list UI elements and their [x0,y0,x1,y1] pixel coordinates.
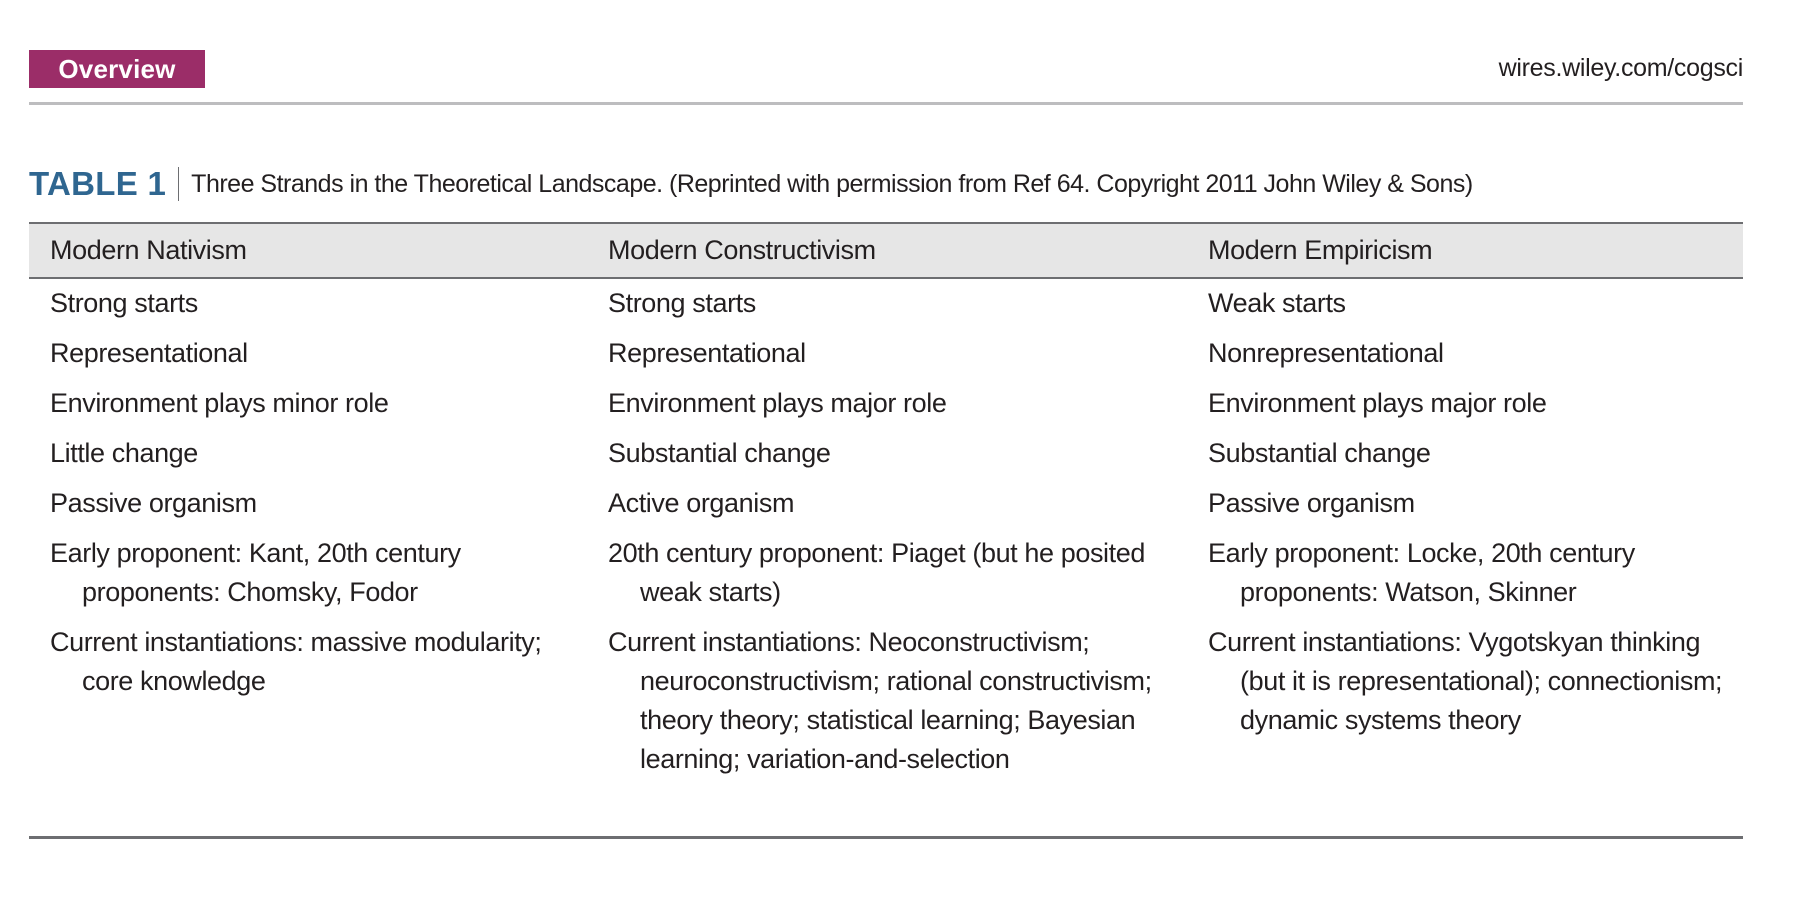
table-cell: Environment plays minor role [50,388,389,418]
table-caption [29,164,1473,204]
column-header: Modern Nativism [50,235,247,265]
table-caption-text: Three Strands in the Theoretical Landscape. (Reprinted with permission from Ref 64. Copyright 2011 John Wiley & Sons) [191,169,1473,198]
table-cell: Current instantiations: massive modularity; core knowledge [50,627,542,696]
table-cell: Strong starts [50,288,198,318]
table-cell: Little change [50,438,198,468]
table-cell: Passive organism [1208,488,1415,518]
caption-separator [178,167,179,201]
table-cell: 20th century proponent: Piaget (but he posited weak starts) [608,538,1145,607]
table-cell: Strong starts [608,288,756,318]
table-cell: Nonrepresentational [1208,338,1444,368]
header-divider [29,102,1743,105]
table-cell: Substantial change [1208,438,1431,468]
table-cell: Substantial change [608,438,831,468]
table-cell: Current instantiations: Neoconstructivism; neuroconstructivism; rational constructivism; theory theory; statistical learning; Bayesian learning; variation-and-selection [608,627,1152,774]
table-cell: Environment plays major role [1208,388,1547,418]
column-header: Modern Constructivism [608,235,876,265]
table-label: TABLE 1 [29,165,167,202]
section-badge: Overview [29,50,205,88]
table-cell: Early proponent: Locke, 20th century proponents: Watson, Skinner [1208,538,1635,607]
column-header: Modern Empiricism [1208,235,1433,265]
table-cell: Representational [50,338,248,368]
table-cell: Early proponent: Kant, 20th century proponents: Chomsky, Fodor [50,538,461,607]
table-cell: Passive organism [50,488,257,518]
table-bottom-rule [29,836,1743,839]
table-cell: Active organism [608,488,795,518]
table-header [29,222,1743,279]
site-url[interactable]: wires.wiley.com/cogsci [1498,54,1743,82]
table-cell: Current instantiations: Vygotskyan thinking (but it is representational); connectionism; dynamic systems theory [1208,627,1723,735]
table-cell: Weak starts [1208,288,1346,318]
column-modern-constructivism [608,284,1188,790]
column-modern-nativism [50,284,590,712]
column-modern-empiricism [1208,284,1743,751]
table-cell: Environment plays major role [608,388,947,418]
table-cell: Representational [608,338,806,368]
